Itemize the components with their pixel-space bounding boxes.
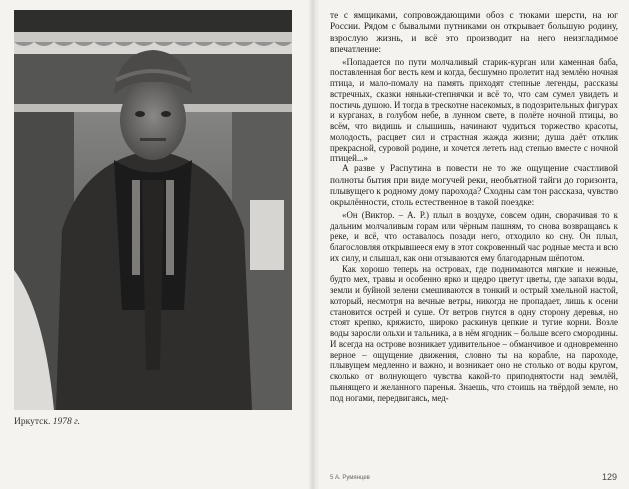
portrait-photo-image [14,10,292,410]
signature-mark: 5 А. Румянцев [330,475,370,481]
caption-place: Иркутск. [14,417,53,427]
page-number: 129 [602,472,618,482]
paragraph: А разве у Распутина в повести не то же ощущение счастливой полноты бытия при виде могучей реки, необъятной тайги до горизонта, плывущего к родному дому парохода? Сходны сам тон рассказа, чувство окрылённости, столь естественное в такой поездке: [330,164,618,209]
book-gutter [309,0,319,489]
quote-paragraph: «Он (Виктор. – А. Р.) плыл в воздухе, совсем один, сворачивая то к дальним молчаливым горам или чёрным пашням, то снова возвращаясь к реке, и всё, что оставалось позади него, отходило ко сну. Он плыл, благословляя открывшееся ему в этот сокровенный час родные места и всю их силу, и слышал, как они отзываются ему благодарным шёпотом. [330,209,618,263]
body-text [330,11,618,403]
portrait-photo [14,10,292,410]
quote-paragraph: Как хорошо теперь на островах, где поднимаются мягкие и нежные, будто мех, травы и особенно ярко и щедро цветут цветы, где запахи воды, земли и буйной зелени смешиваются в тонкий и острый хмельной настой, который, несмотря на вечные ветры, никогда не пропадает, лишь к осени становится острей и суше. От ветров гнутся в одну сторону деревья, но стоят крепко, кряжисто, широко раскинув цепкие и тугие корни. Возле воды заросли ольхи и тальника, а в нём ягодник – больше всего смородины. И всегда на острове возникает удивительное – обманчивое и одновременно верное – ощущение движения, словно ты на корабле, на пароходе, плывущем медленно и важно, и возникает оно не столько от воды кругом, сколько от волнующего чувства какой-то приподнятости над землёй, пьянящего и желанного паренья. Знаешь, что стоишь на твёрдой земле, но под ногами, передвигаясь, мед- [330,263,618,403]
quote-paragraph: «Попадается по пути молчаливый старик-курган или каменная баба, поставленная бог весть кем и когда, бесшумно пролетит над землёю ночная птица, и мало-помалу на память приходят степные легенды, рассказы встречных, сказки няньки-степнячки и всё то, что сам сумел увидеть и постичь душою. И тогда в трескотне насекомых, в подозрительных фигурах и курганах, в голубом небе, в лунном свете, в полёте ночной птицы, во всём, что видишь и слышишь, начинают чудиться торжество красоты, молодость, расцвет сил и страстная жажда жизни; душа даёт отклик прекрасной, суровой родине, и хочется лететь над степью вместе с ночной птицей...» [330,56,618,164]
paragraph: те с ямщиками, сопровождающими обоз с тюками шерсти, на юг России. Рядом с бывалыми путниками он открывает большую родину, взрослую жизнь, и всё это производит на него неизгладимое впечатление: [330,11,618,56]
photo-caption [14,417,80,427]
caption-year: 1978 г. [52,417,81,427]
